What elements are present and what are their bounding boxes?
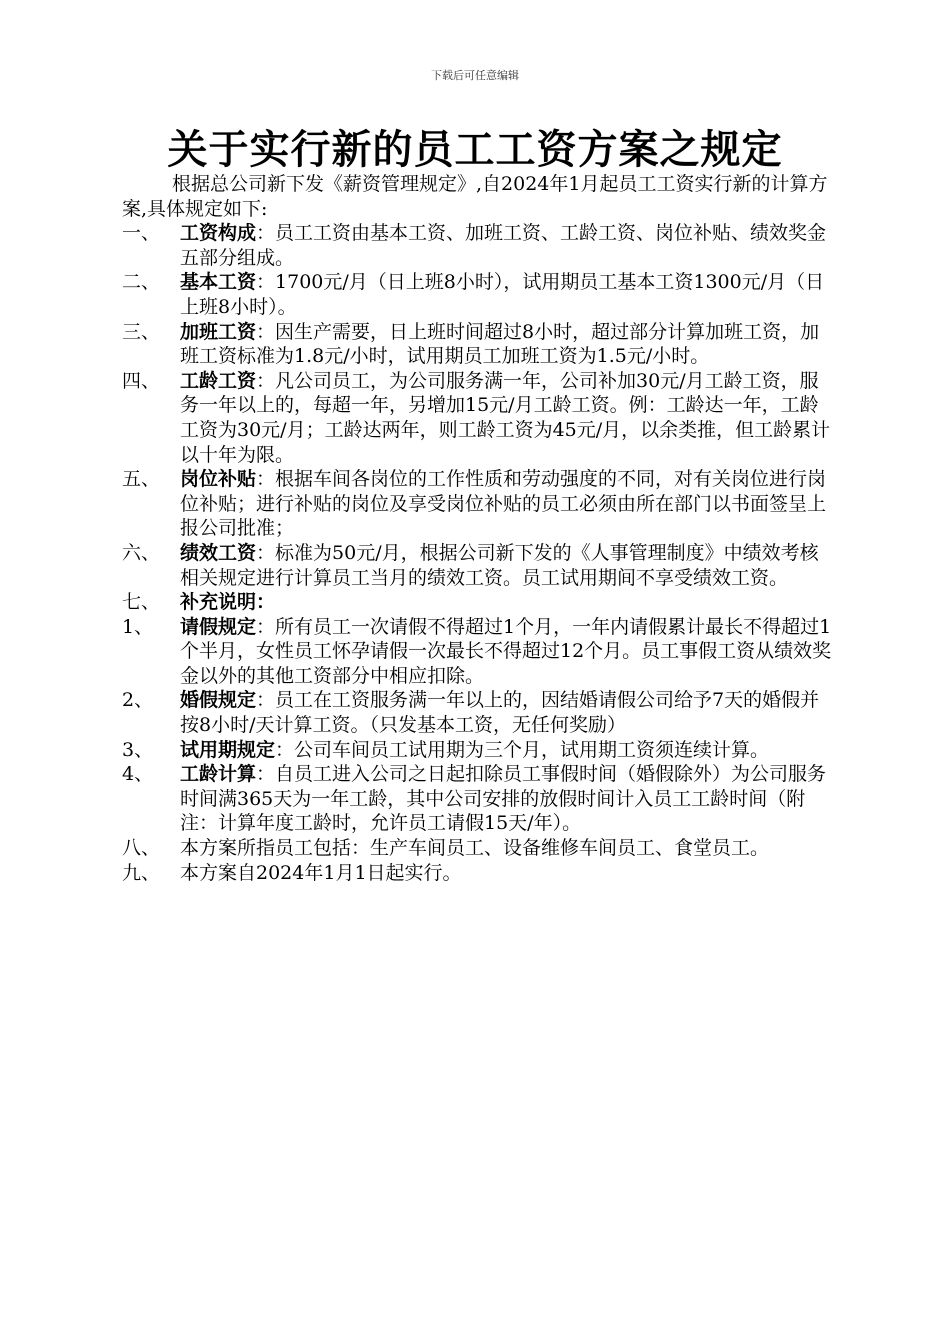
clause-number: 一、 — [122, 222, 161, 245]
clause-text: ：凡公司员工，为公司服务满一年，公司补加30元/月工龄工资，服务一年以上的，每超一年，另增加15元/月工龄工资。例：工龄达一年，工龄工资为30元/月；工龄达两年，则工龄工资为45元/月，以余类推，但工龄累计以十年为限。 — [180, 369, 831, 466]
clause-content — [180, 762, 834, 836]
clause-label: 岗位补贴 — [180, 468, 257, 491]
clause-item — [122, 615, 834, 689]
header-note: 下载后可任意编辑 — [431, 69, 519, 82]
clause-number: 七、 — [122, 591, 161, 614]
clause-item — [122, 590, 834, 615]
clause-content — [180, 467, 834, 541]
clause-content — [180, 270, 834, 319]
clause-item — [122, 836, 834, 861]
clause-number: 4、 — [122, 763, 154, 786]
clause-number: 四、 — [122, 369, 161, 392]
document-body — [122, 172, 834, 885]
clause-content — [180, 221, 834, 270]
clause-text: ：自员工进入公司之日起扣除员工事假时间（婚假除外）为公司服务时间满365天为一年工龄，其中公司安排的放假时间计入员工工龄时间（附注：计算年度工龄时，允许员工请假15天/年）。 — [180, 763, 827, 835]
clause-label: 工龄工资 — [180, 369, 257, 392]
clause-item — [122, 320, 834, 369]
clause-label: 补充说明： — [180, 591, 276, 614]
clause-text: ：公司车间员工试用期为三个月，试用期工资须连续计算。 — [275, 738, 770, 761]
clause-content — [180, 836, 834, 861]
clause-number: 3、 — [122, 738, 154, 761]
clause-item — [122, 270, 834, 319]
clause-item — [122, 861, 834, 886]
clause-text: ：员工工资由基本工资、加班工资、工龄工资、岗位补贴、绩效奖金五部分组成。 — [180, 222, 827, 269]
clause-label: 基本工资 — [180, 271, 257, 294]
clause-label: 请假规定 — [180, 615, 257, 638]
clause-item — [122, 467, 834, 541]
clause-label: 试用期规定 — [180, 738, 276, 761]
clause-number: 1、 — [122, 615, 154, 638]
clause-label: 婚假规定 — [180, 689, 257, 712]
clause-label: 绩效工资 — [180, 541, 257, 564]
clause-item — [122, 221, 834, 270]
clause-number: 三、 — [122, 320, 161, 343]
clause-number: 2、 — [122, 689, 154, 712]
clause-text: ：因生产需要，日上班时间超过8小时，超过部分计算加班工资，加班工资标准为1.8元/小时，试用期员工加班工资为1.5元/小时。 — [180, 320, 820, 368]
clause-number: 六、 — [122, 541, 161, 564]
clause-number: 九、 — [122, 861, 161, 884]
clause-content — [180, 861, 834, 886]
clause-number: 八、 — [122, 837, 161, 860]
clause-number: 五、 — [122, 468, 161, 491]
document-title: 关于实行新的员工工资方案之规定 — [167, 126, 783, 173]
clause-content — [180, 320, 834, 369]
clause-text: 本方案所指员工包括：生产车间员工、设备维修车间员工、食堂员工。 — [180, 837, 770, 860]
clause-list — [122, 221, 834, 885]
clause-label: 加班工资 — [180, 320, 257, 343]
clause-text: 本方案自2024年1月1日起实行。 — [180, 861, 462, 884]
clause-content — [180, 590, 834, 615]
clause-content — [180, 738, 834, 763]
clause-label: 工龄计算 — [180, 763, 257, 786]
clause-content — [180, 541, 834, 590]
clause-item — [122, 688, 834, 737]
clause-text: ：根据车间各岗位的工作性质和劳动强度的不同，对有关岗位进行岗位补贴；进行补贴的岗位及享受岗位补贴的员工必须由所在部门以书面签呈上报公司批准； — [180, 468, 827, 540]
clause-text: ：1700元/月（日上班8小时），试用期员工基本工资1300元/月（日上班8小时）。 — [180, 271, 825, 318]
clause-item — [122, 541, 834, 590]
clause-text: ：所有员工一次请假不得超过1个月，一年内请假累计最长不得超过1个半月，女性员工怀孕请假一次最长不得超过12个月。员工事假工资从绩效奖金以外的其他工资部分中相应扣除。 — [180, 615, 832, 687]
clause-item — [122, 738, 834, 763]
clause-content — [180, 369, 834, 467]
clause-item — [122, 762, 834, 836]
clause-content — [180, 688, 834, 737]
clause-text: ：员工在工资服务满一年以上的，因结婚请假公司给予7天的婚假并按8小时/天计算工资。（只发基本工资，无任何奖励） — [180, 689, 820, 737]
clause-content — [180, 615, 834, 689]
clause-number: 二、 — [122, 271, 161, 294]
clause-text: ：标准为50元/月，根据公司新下发的《人事管理制度》中绩效考核相关规定进行计算员工当月的绩效工资。员工试用期间不享受绩效工资。 — [180, 541, 819, 589]
intro-paragraph: 根据总公司新下发《薪资管理规定》,自2024年1月起员工工资实行新的计算方案,具体规定如下: — [122, 173, 828, 220]
clause-label: 工资构成 — [180, 222, 257, 245]
clause-item — [122, 369, 834, 467]
